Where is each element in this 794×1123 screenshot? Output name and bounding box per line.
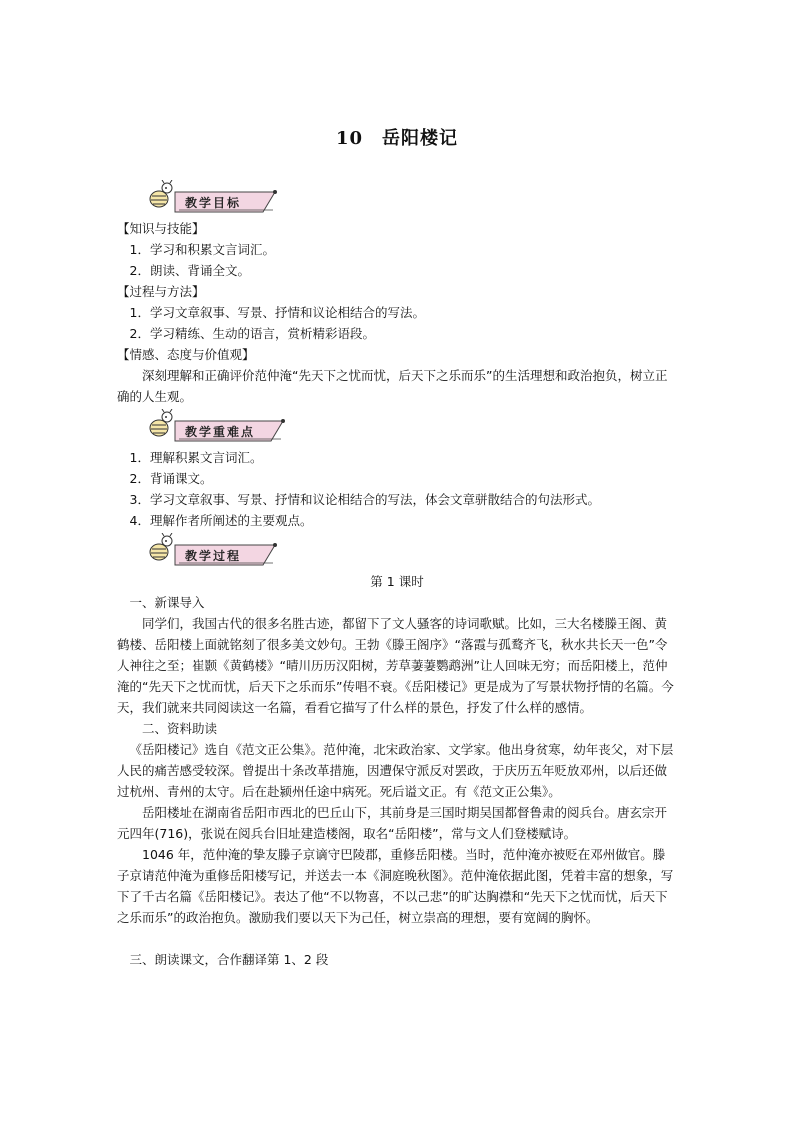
method-item: 1．学习文章叙事、写景、抒情和议论相结合的写法。 — [129, 305, 425, 320]
materials-paragraph: 《岳阳楼记》选自《范文正公集》。范仲淹，北宋政治家、文学家。他出身贫寒，幼年丧父，对下层人民的痛苦感受较深。曾提出十条改革措施，因遭保守派反对罢政，于庆历五年贬放邓州，以后还做过杭州、青州的太守。后在赴颍州任途中病死。死后谥文正。有《范文正公集》。 — [117, 742, 674, 799]
key-point-item: 1．理解积累文言词汇。 — [129, 450, 263, 465]
badge-label: 教学重难点 — [185, 425, 256, 439]
page-title: 10 岳阳楼记 — [335, 128, 459, 149]
key-point-item: 3．学习文章叙事、写景、抒情和议论相结合的写法，体会文章骈散结合的句法形式。 — [129, 492, 600, 507]
badge-label: 教学过程 — [185, 549, 242, 563]
badge-label: 教学目标 — [185, 196, 242, 210]
emotion-heading: 【情感、态度与价值观】 — [117, 347, 255, 362]
key-point-item: 4．理解作者所阐述的主要观点。 — [129, 513, 313, 528]
section-heading-reading: 三、朗读课文，合作翻译第 1、2 段 — [129, 952, 329, 967]
lesson-number: 第 1 课时 — [370, 574, 424, 589]
method-item: 2．学习精练、生动的语言，赏析精彩语段。 — [129, 326, 375, 341]
key-point-item: 2．背诵课文。 — [129, 471, 213, 486]
section-badge-goals — [145, 180, 305, 216]
lesson-content — [117, 180, 677, 970]
emotion-text: 深刻理解和正确评价范仲淹“先天下之忧而忧，后天下之乐而乐”的生活理想和政治抱负，树立正确的人生观。 — [117, 368, 668, 404]
knowledge-item: 2．朗读、背诵全文。 — [129, 263, 250, 278]
section-badge-key-points — [145, 409, 305, 445]
method-heading: 【过程与方法】 — [117, 284, 205, 299]
intro-paragraph: 同学们，我国古代的很多名胜古迹，都留下了文人骚客的诗词歌赋。比如，三大名楼滕王阁、黄鹤楼、岳阳楼上面就铭刻了很多美文妙句。王勃《滕王阁序》“落霞与孤鹜齐飞，秋水共长天一色”令人神往之至；崔颢《黄鹤楼》“晴川历历汉阳树，芳草萋萋鹦鹉洲”让人回味无穷；而岳阳楼上，范仲淹的“先天下之忧而忧，后天下之乐而乐”传唱不衰。《岳阳楼记》更是成为了写景状物抒情的名篇。今天，我们就来共同阅读这一名篇，看看它描写了什么样的景色，抒发了什么样的感情。 — [117, 616, 674, 715]
knowledge-heading: 【知识与技能】 — [117, 221, 205, 236]
materials-paragraph: 1046 年，范仲淹的挚友滕子京谪守巴陵郡，重修岳阳楼。当时，范仲淹亦被贬在邓州做官。滕子京请范仲淹为重修岳阳楼写记，并送去一本《洞庭晚秋图》。范仲淹依据此图，凭着丰富的想象，写下了千古名篇《岳阳楼记》。表达了他“不以物喜，不以己悲”的旷达胸襟和“先天下之忧而忧，后天下之乐而乐”的政治抱负。激励我们要以天下为己任，树立崇高的理想，要有宽阔的胸怀。 — [117, 847, 674, 925]
section-heading-materials: 二、资料助读 — [142, 721, 218, 736]
section-heading-intro: 一、新课导入 — [129, 595, 205, 610]
materials-paragraph: 岳阳楼址在湖南省岳阳市西北的巴丘山下，其前身是三国时期吴国都督鲁肃的阅兵台。唐玄宗开元四年(716)，张说在阅兵台旧址建造楼阁，取名“岳阳楼”，常与文人们登楼赋诗。 — [117, 805, 668, 841]
knowledge-item: 1．学习和积累文言词汇。 — [129, 242, 275, 257]
section-badge-process — [145, 533, 305, 569]
